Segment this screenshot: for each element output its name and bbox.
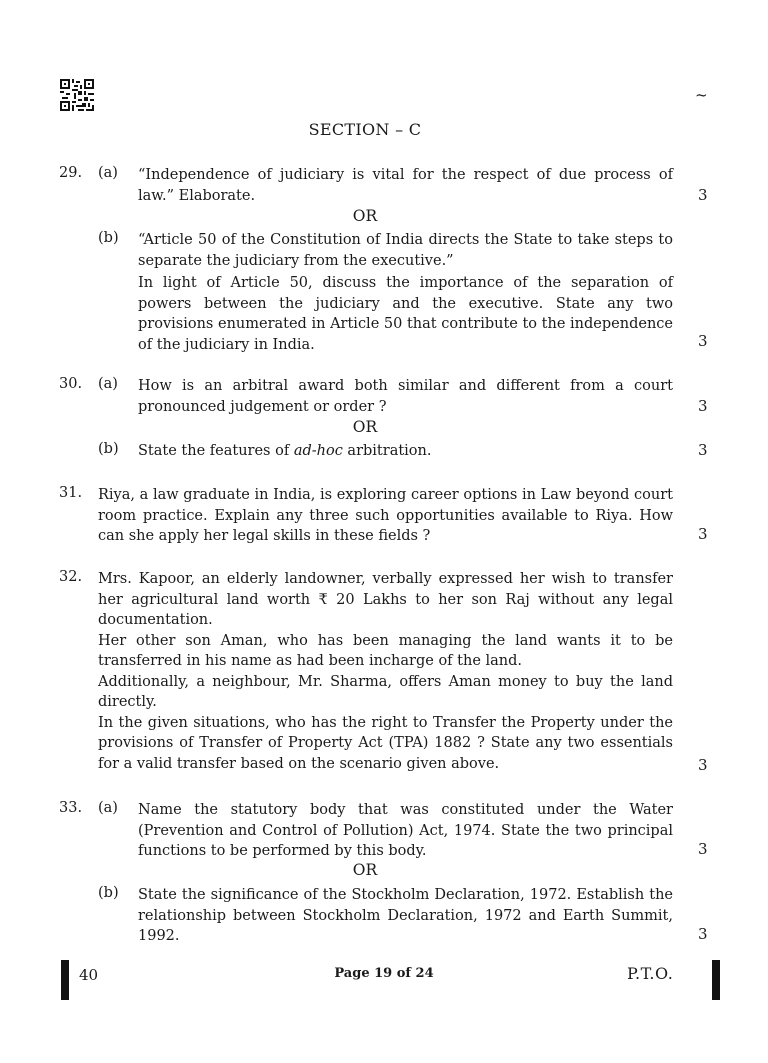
qr-code-icon — [60, 79, 94, 111]
question-text — [98, 569, 673, 774]
question-text: State the significance of the Stockholm Declaration, 1972. Establish the relationship between Stockholm Declaration, 1972 and Earth Summit, 1992. — [138, 887, 673, 944]
question-text: “Independence of judiciary is vital for the respect of due process of law.” Elaborate. — [138, 167, 673, 204]
question-text: Riya, a law graduate in India, is exploring career options in Law beyond court room practice. Explain any three such opportunities available to Riya. How can she apply her legal skills in these fields ? — [98, 487, 673, 544]
paragraph: Mrs. Kapoor, an elderly landowner, verbally expressed her wish to transfer her agricultural land worth ₹ 20 Lakhs to her son Raj without any legal documentation. — [98, 571, 673, 628]
question-number: 32. — [59, 569, 83, 585]
footer-bar-right — [712, 960, 720, 1000]
subpart-label: (a) — [98, 165, 118, 181]
section-title: SECTION – C — [308, 120, 422, 139]
marks: 3 — [698, 840, 708, 858]
paragraph: In the given situations, who has the right to Transfer the Property under the provisions of Transfer of Property Act (TPA) 1882 ? State any two essentials for a valid transfer based on the scenario given above. — [98, 714, 673, 772]
question-text: Name the statutory body that was constituted under the Water (Prevention and Control of Pollution) Act, 1974. State the two principal functions to be performed by this body. — [138, 802, 673, 859]
quote-text: “Article 50 of the Constitution of India directs the State to take steps to separate the judiciary from the executive.” — [138, 232, 673, 269]
instruction-text: In light of Article 50, discuss the importance of the separation of powers between the judiciary and the executive. State any two provisions enumerated in Article 50 that contribute to the independence of the judiciary in India. — [138, 275, 673, 353]
subpart-label: (b) — [98, 441, 119, 457]
marks: 3 — [698, 756, 708, 774]
marks: 3 — [698, 332, 708, 350]
or-divider: OR — [352, 207, 378, 225]
subpart-label: (a) — [98, 376, 118, 392]
marks: 3 — [698, 525, 708, 543]
question-number: 31. — [59, 485, 83, 501]
paragraph: Her other son Aman, who has been managing the land wants it to be transferred in his name as had been incharge of the land. — [98, 632, 673, 669]
marks: 3 — [698, 925, 708, 943]
corner-mark: ~ — [695, 86, 708, 104]
subpart-label: (b) — [98, 885, 119, 901]
marks: 3 — [698, 397, 708, 415]
subpart-label: (a) — [98, 800, 118, 816]
question-text — [138, 230, 673, 355]
or-divider: OR — [352, 418, 378, 436]
paragraph: Additionally, a neighbour, Mr. Sharma, offers Aman money to buy the land directly. — [98, 673, 673, 710]
subpart-label: (b) — [98, 230, 119, 246]
question-number: 33. — [59, 800, 83, 816]
question-text: State the features of ad-hoc arbitration. — [138, 443, 432, 459]
marks: 3 — [698, 186, 708, 204]
or-divider: OR — [352, 861, 378, 879]
page-number: Page 19 of 24 — [334, 966, 434, 981]
pto-label: P.T.O. — [627, 964, 674, 983]
question-number: 29. — [59, 165, 83, 181]
question-number: 30. — [59, 376, 83, 392]
question-text: How is an arbitral award both similar and different from a court pronounced judgement or order ? — [138, 378, 673, 415]
marks: 3 — [698, 441, 708, 459]
footer-code: 40 — [79, 966, 99, 984]
